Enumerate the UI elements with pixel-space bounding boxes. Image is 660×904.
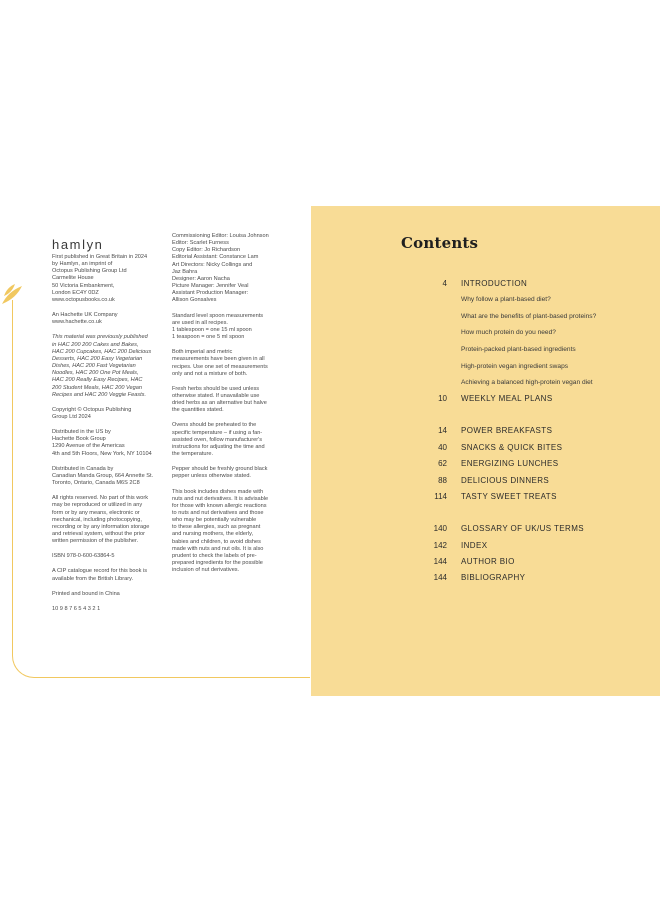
toc-subentry (311, 346, 660, 358)
imprint-paragraph: Printed and bound in China (52, 590, 120, 597)
toc-entry (311, 394, 660, 406)
contents-title: Contents (401, 234, 479, 252)
toc-subentry-title: Achieving a balanced high-protein vegan diet (461, 379, 593, 386)
imprint-column-2 (172, 233, 282, 582)
credits-paragraph: Standard level spoon measurements are used in all recipes. 1 tablespoon = one 15 ml spoon 1 teaspoon = one 5 ml spoon (172, 312, 264, 341)
toc-entry (311, 426, 660, 438)
imprint-paragraph: Distributed in the US by Hachette Book Group 1290 Avenue of the Americas 4th and 5th Floors, New York, NY 10104 (52, 429, 152, 457)
toc-entry (311, 573, 660, 585)
toc-entry (311, 279, 660, 291)
toc-subentry (311, 363, 660, 375)
toc-entry (311, 541, 660, 553)
imprint-paragraph: Distributed in Canada by Canadian Manda Group, 664 Annette St. Toronto, Ontario, Canada M6S 2C8 (52, 465, 154, 487)
toc-entry (311, 443, 660, 455)
toc-entry-title: ENERGIZING LUNCHES (461, 459, 559, 468)
toc-entry (311, 492, 660, 504)
toc-page-number: 4 (442, 279, 447, 288)
credits-paragraph: Pepper should be freshly ground black pepper unless otherwise stated. (172, 466, 268, 480)
imprint-paragraph: A CIP catalogue record for this book is available from the British Library. (52, 568, 148, 582)
imprint-paragraph: ISBN 978-0-600-63864-5 (52, 553, 115, 560)
toc-entry (311, 476, 660, 488)
toc-entry-title: WEEKLY MEAL PLANS (461, 394, 553, 403)
toc-entry-title: AUTHOR BIO (461, 557, 515, 566)
toc-subentry (311, 379, 660, 391)
imprint-paragraph: All rights reserved. No part of this work may be reproduced or utilized in any form or by any means, electronic or mechanical, including photocopying, recording or by any information storage and retrieval system, without the prior written permission of the publisher. (52, 495, 150, 545)
toc-entry-title: DELICIOUS DINNERS (461, 476, 550, 485)
toc-page-number: 144 (433, 573, 447, 582)
toc-subentry (311, 329, 660, 341)
toc-entry-title: GLOSSARY OF UK/US TERMS (461, 524, 585, 533)
toc-page-number: 142 (433, 541, 447, 550)
credits-paragraph: Both imperial and metric measurements have been given in all recipes. Use one set of measurements only and not a mixture of both. (172, 349, 268, 377)
toc-subentry (311, 296, 660, 308)
imprint-paragraph: This material was previously published in HAC 200 200 Cakes and Bakes, HAC 200 Cupcakes, HAC 200 Delicious Desserts, HAC 200 Easy Vegetarian Dishes, HAC 200 Fast Vegetarian Noodles, HAC 200 One Pot Meals, HAC 200 Really Easy Recipes, HAC 200 Student Meals, HAC 200 Vegan Recipes and HAC 200 Veggie Feasts. (52, 334, 152, 398)
toc-entry-title: INDEX (461, 541, 488, 550)
publisher-logo: hamlyn (52, 237, 104, 252)
credits-paragraph: This book includes dishes made with nuts and nut derivatives. It is advisable for those with known allergic reactions to nuts and nut derivatives and those who may be potentially vulnerable to these allergies, such as pregnant and nursing mothers, the elderly, babies and children, to avoid dishes made with nuts and nut oils. It is also prudent to check the labels of pre- prepared ingredients for the possible inclusion of nut derivatives. (172, 488, 269, 574)
toc-subentry-title: What are the benefits of plant-based proteins? (461, 313, 597, 320)
toc-page-number: 10 (438, 394, 447, 403)
toc-page-number: 140 (433, 524, 447, 533)
toc-subentry-title: Why follow a plant-based diet? (461, 296, 551, 303)
imprint-paragraph: Copyright © Octopus Publishing Group Ltd 2024 (52, 406, 132, 420)
toc-entry (311, 524, 660, 536)
imprint-paragraph: An Hachette UK Company www.hachette.co.uk (52, 312, 118, 326)
imprint-paragraph: First published in Great Britain in 2024 by Hamlyn, an imprint of Octopus Publishing Group Ltd Carmelite House 50 Victoria Embankment, London EC4Y 0DZ www.octopusbooks.co.uk (52, 254, 148, 303)
toc-entry-title: INTRODUCTION (461, 279, 528, 288)
toc-page-number: 40 (438, 443, 447, 452)
credits-paragraph: Commissioning Editor: Louisa Johnson Editor: Scarlet Furness Copy Editor: Jo Richardson Editorial Assistant: Constance Lam Art Directors: Nicky Collings and Jaz Bahra Designer: Aaron Nacha Picture Manager: Jennifer Veal Assistant Production Manager: Allison Gonsalves (172, 233, 269, 304)
toc-subentry-title: High-protein vegan ingredient swaps (461, 363, 569, 370)
toc-entry-title: POWER BREAKFASTS (461, 426, 553, 435)
imprint-paragraph: 10 9 8 7 6 5 4 3 2 1 (52, 605, 101, 612)
toc-subentry (311, 313, 660, 325)
credits-paragraph: Ovens should be preheated to the specific temperature – if using a fan- assisted oven, follow manufacturer's instructions for adjusting the time and the temperature. (172, 422, 265, 458)
toc-page-number: 14 (438, 426, 447, 435)
left-page (0, 0, 310, 904)
table-of-contents (311, 206, 660, 696)
toc-subentry-title: Protein-packed plant-based ingredients (461, 346, 576, 353)
toc-entry-title: TASTY SWEET TREATS (461, 492, 557, 501)
toc-entry (311, 459, 660, 471)
toc-entry-title: BIBLIOGRAPHY (461, 573, 526, 582)
toc-page-number: 114 (434, 492, 447, 501)
toc-page-number: 144 (433, 557, 447, 566)
contents-page (311, 206, 660, 696)
credits-paragraph: Fresh herbs should be used unless otherwise stated. If unavailable use dried herbs as an alternative but halve the quantities stated. (172, 385, 267, 414)
toc-entry-title: SNACKS & QUICK BITES (461, 443, 563, 452)
toc-entry (311, 557, 660, 569)
toc-subentry-title: How much protein do you need? (461, 329, 556, 336)
toc-page-number: 88 (438, 476, 447, 485)
imprint-column-1 (52, 254, 156, 621)
toc-page-number: 62 (438, 459, 447, 468)
